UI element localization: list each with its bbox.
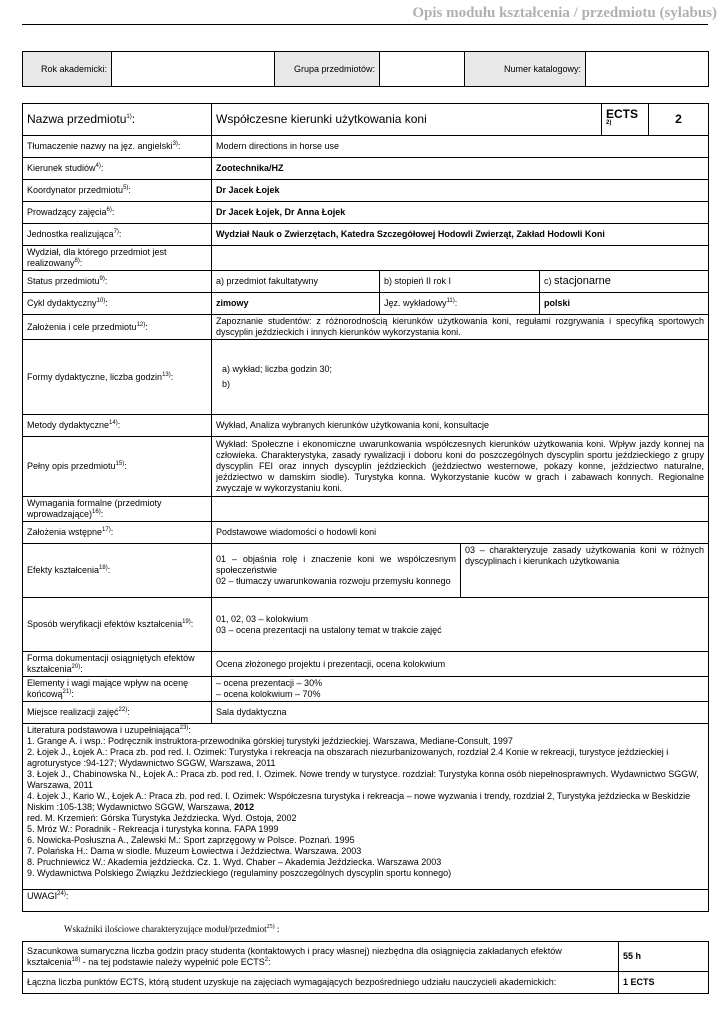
cykl-label: Cykl dydaktyczny$^{10)}$: <box>23 293 212 315</box>
hours-value: 55 h <box>619 942 709 972</box>
top-info-table <box>22 51 709 87</box>
lit-item: 7. Polańska H.: Dama w siodle. Muzeum Łowiectwa i Jeździectwa. Warszawa. 2003 <box>27 846 362 856</box>
page-header: Opis modułu kształcenia / przedmiotu (sylabus) <box>412 5 717 21</box>
kier-label: Kierunek studiów$^{4)}$: <box>23 158 212 180</box>
status-label: Status przedmiotu$^{9)}$: <box>23 271 212 293</box>
formy-a: a) wykład; liczba godzin 30; <box>222 364 333 374</box>
elem-label: Elementy i wagi mające wpływ na ocenę końcową$^{21)}$: <box>23 677 212 702</box>
numer-value[interactable] <box>586 52 709 87</box>
hours-label: Szacunkowa sumaryczna liczba godzin pracy studenta (kontaktowych i pracy własnej) niezbędna dla osiągnięcia zakładanych efektów kształcenia$^{18)}$ - na tej podstawie należy wypełnić pole ECTS$^2$: <box>23 942 619 972</box>
status-c: c) stacjonarne <box>540 271 709 293</box>
tlum-value: Modern directions in horse use <box>212 136 709 158</box>
wymag-value <box>212 497 709 522</box>
indicators-table <box>22 941 709 994</box>
metody-value: Wykład, Analiza wybranych kierunków użytkowania koni, konsultacje <box>212 415 709 437</box>
status-b: b) stopień II rok I <box>380 271 540 293</box>
tlum-label: Tłumaczenie nazwy na jęz. angielski$^{3)}$: <box>23 136 212 158</box>
lit-item: 9. Wydawnictwa Polskiego Związku Jeździeckiego (regulaminy poszczególnych dyscyplin sportu konnego) <box>27 868 452 878</box>
zal-value: Zapoznanie studentów: z różnorodnością kierunków użytkowania koni, regułami rozgrywania i specyfiką sportowych dyscyplin jeździeckich i innych kierunków wykorzystania koni. <box>212 315 709 340</box>
wymag-label: Wymagania formalne (przedmioty wprowadzające)$^{16)}$: <box>23 497 212 522</box>
opis-label: Pełny opis przedmiotu$^{15)}$: <box>23 437 212 497</box>
forma-label: Forma dokumentacji osiągniętych efektów kształcenia$^{20)}$: <box>23 652 212 677</box>
elem-value <box>212 677 709 702</box>
wydz-value <box>212 246 709 271</box>
syllabus-table <box>22 103 709 912</box>
elem-1: – ocena prezentacji – 30% <box>216 678 323 688</box>
lit-item: 8. Pruchniewicz W.: Akademia jeździecka. Cz. 1. Wyd. Chaber – Akademia Jeździecka. Warszawa 2003 <box>27 857 442 867</box>
uwagi: UWAGI$^{24)}$: <box>23 890 709 912</box>
nazwa-value: Współczesne kierunki użytkowania koni <box>212 104 602 136</box>
kier-value: Zootechnika/HZ <box>212 158 709 180</box>
sposob-2: 03 – ocena prezentacji na ustalony temat w trakcie zajęć <box>216 624 442 635</box>
jez-value: polski <box>540 293 709 315</box>
sposob-value <box>212 598 709 652</box>
prow-value: Dr Jacek Łojek, Dr Anna Łojek <box>212 202 709 224</box>
lit-item: 6. Nowicka-Posłuszna A., Zalewski M.: Sport zaprzęgowy w Polsce. Poznań. 1995 <box>27 835 355 845</box>
status-a: a) przedmiot fakultatywny <box>212 271 380 293</box>
efekty-right: 03 – charakteryzuje zasady użytkowania koni w różnych dyscyplinach i kierunkach użytkowania <box>461 544 709 598</box>
header-rule <box>22 24 708 25</box>
formy-value <box>212 340 709 415</box>
wst-value: Podstawowe wiadomości o hodowli koni <box>212 522 709 544</box>
row-nazwa <box>23 104 709 136</box>
lit-item: 3. Łojek J., Chabinowska N., Łojek A.: Praca zb. pod red. I. Ozimek. Nowe trendy w turystyce. rozdział: Turystyka konna osób niepełnosprawnych. Wydawnictwo SGGW, Warszawa, 2011 <box>27 769 699 790</box>
ects-value: 2 <box>649 104 709 136</box>
zal-label: Założenia i cele przedmiotu$^{12)}$: <box>23 315 212 340</box>
ects-label: ECTS $^{2)}$ <box>602 104 649 136</box>
efekty-left: 01 – objaśnia rolę i znaczenie koni we współczesnym społeczeństwie 02 – tłumaczy uwarunkowania rozwoju przemysłu konnego <box>212 544 461 598</box>
lit-label: Literatura podstawowa i uzupełniająca$^{23)}$: <box>27 725 191 735</box>
rok-value[interactable] <box>112 52 275 87</box>
formy-label: Formy dydaktyczne, liczba godzin$^{13)}$: <box>23 340 212 415</box>
wydz-label: Wydział, dla którego przedmiot jest realizowany$^{8)}$: <box>23 246 212 271</box>
lit-item: 5. Mróz W.: Poradnik - Rekreacja i turystyka konna. FAPA 1999 <box>27 824 279 834</box>
lit-item: 1. Grange A. i wsp.: Podręcznik instruktora-przewodnika górskiej turystyki jeździeckiej. Warszawa, Mediane-Consult, 1997 <box>27 736 513 746</box>
metody-label: Metody dydaktyczne$^{14)}$: <box>23 415 212 437</box>
rok-label: Rok akademicki: <box>23 52 112 87</box>
lit-item: 4. Łojek J., Kario W., Łojek A.: Praca zb. pod red. I. Ozimek: Współczesna turystyka i rekreacja – nowe wyzwania i trendy, rozdział 2, Turystyka jeździecka w Beskidzie Niskim :105-138; Wydawnictwo SGGW, Warszawa, 2012 <box>27 791 691 812</box>
indicators-note: Wskaźniki ilościowe charakteryzujące moduł/przedmiot$^{25)}$ : <box>64 924 280 934</box>
efekty-label: Efekty kształcenia$^{18)}$: <box>23 544 212 598</box>
lit-item: 2. Łojek J., Łojek A.: Praca zb. pod red. I. Ozimek: Turystyka i rekreacja na obszarach niezurbanizowanych, rozdział 2.4 Konie w rekreacji, turystyce jeździeckiej i agroturystyce :94-127; Wydawnictwo SGGW, Warszawa, 2011 <box>27 747 669 768</box>
wst-label: Założenia wstępne$^{17)}$: <box>23 522 212 544</box>
sposob-label: Sposób weryfikacji efektów kształcenia$^{19)}$: <box>23 598 212 652</box>
numer-label: Numer katalogowy: <box>465 52 586 87</box>
opis-value: Wykład: Społeczne i ekonomiczne uwarunkowania współczesnych kierunków użytkowania koni. Wpływ jazdy konnej na człowieka. Charakterystyka, zasady rywalizacji i doboru koni do poszczególnych dyscyplin sportu jeździeckiego z grupy dyscyplin FEI oraz innych dyscyplin jeździeckich (jeździectwo westernowe, pokazy konne, jeździectwo naturalne, jeździectwo w damskim siodle). Turystyka konna. Wykorzystanie kuców w grach i zabawach konnych. Regionalne zwyczaje w wykorzystaniu koni. <box>212 437 709 497</box>
nazwa-label: Nazwa przedmiotu$^{1)}$: <box>23 104 212 136</box>
koord-value: Dr Jacek Łojek <box>212 180 709 202</box>
grupa-label: Grupa przedmiotów: <box>275 52 380 87</box>
grupa-value[interactable] <box>380 52 465 87</box>
literatura <box>23 724 709 890</box>
formy-b: b) <box>222 379 231 389</box>
sposob-1: 01, 02, 03 – kolokwium <box>216 613 309 624</box>
ects-contact-label: Łączna liczba punktów ECTS, którą student uzyskuje na zajęciach wymagających bezpośredniego udziału nauczycieli akademickich: <box>23 972 619 994</box>
lit-item: red. M. Krzemień: Górska Turystyka Jeździecka. Wyd. Ostoja, 2002 <box>27 813 297 823</box>
jez-label: Jęz. wykładowy$^{11)}$: <box>380 293 540 315</box>
cykl-value: zimowy <box>212 293 380 315</box>
jedn-value: Wydział Nauk o Zwierzętach, Katedra Szczegółowej Hodowli Zwierząt, Zakład Hodowli Koni <box>212 224 709 246</box>
jedn-label: Jednostka realizująca$^{7)}$: <box>23 224 212 246</box>
elem-2: – ocena kolokwium – 70% <box>216 689 321 699</box>
miejsce-value: Sala dydaktyczna <box>212 702 709 724</box>
koord-label: Koordynator przedmiotu$^{5)}$: <box>23 180 212 202</box>
prow-label: Prowadzący zajęcia$^{6)}$: <box>23 202 212 224</box>
miejsce-label: Miejsce realizacji zajęć$^{22)}$: <box>23 702 212 724</box>
ects-contact-value: 1 ECTS <box>619 972 709 994</box>
forma-value: Ocena złożonego projektu i prezentacji, ocena kolokwium <box>212 652 709 677</box>
